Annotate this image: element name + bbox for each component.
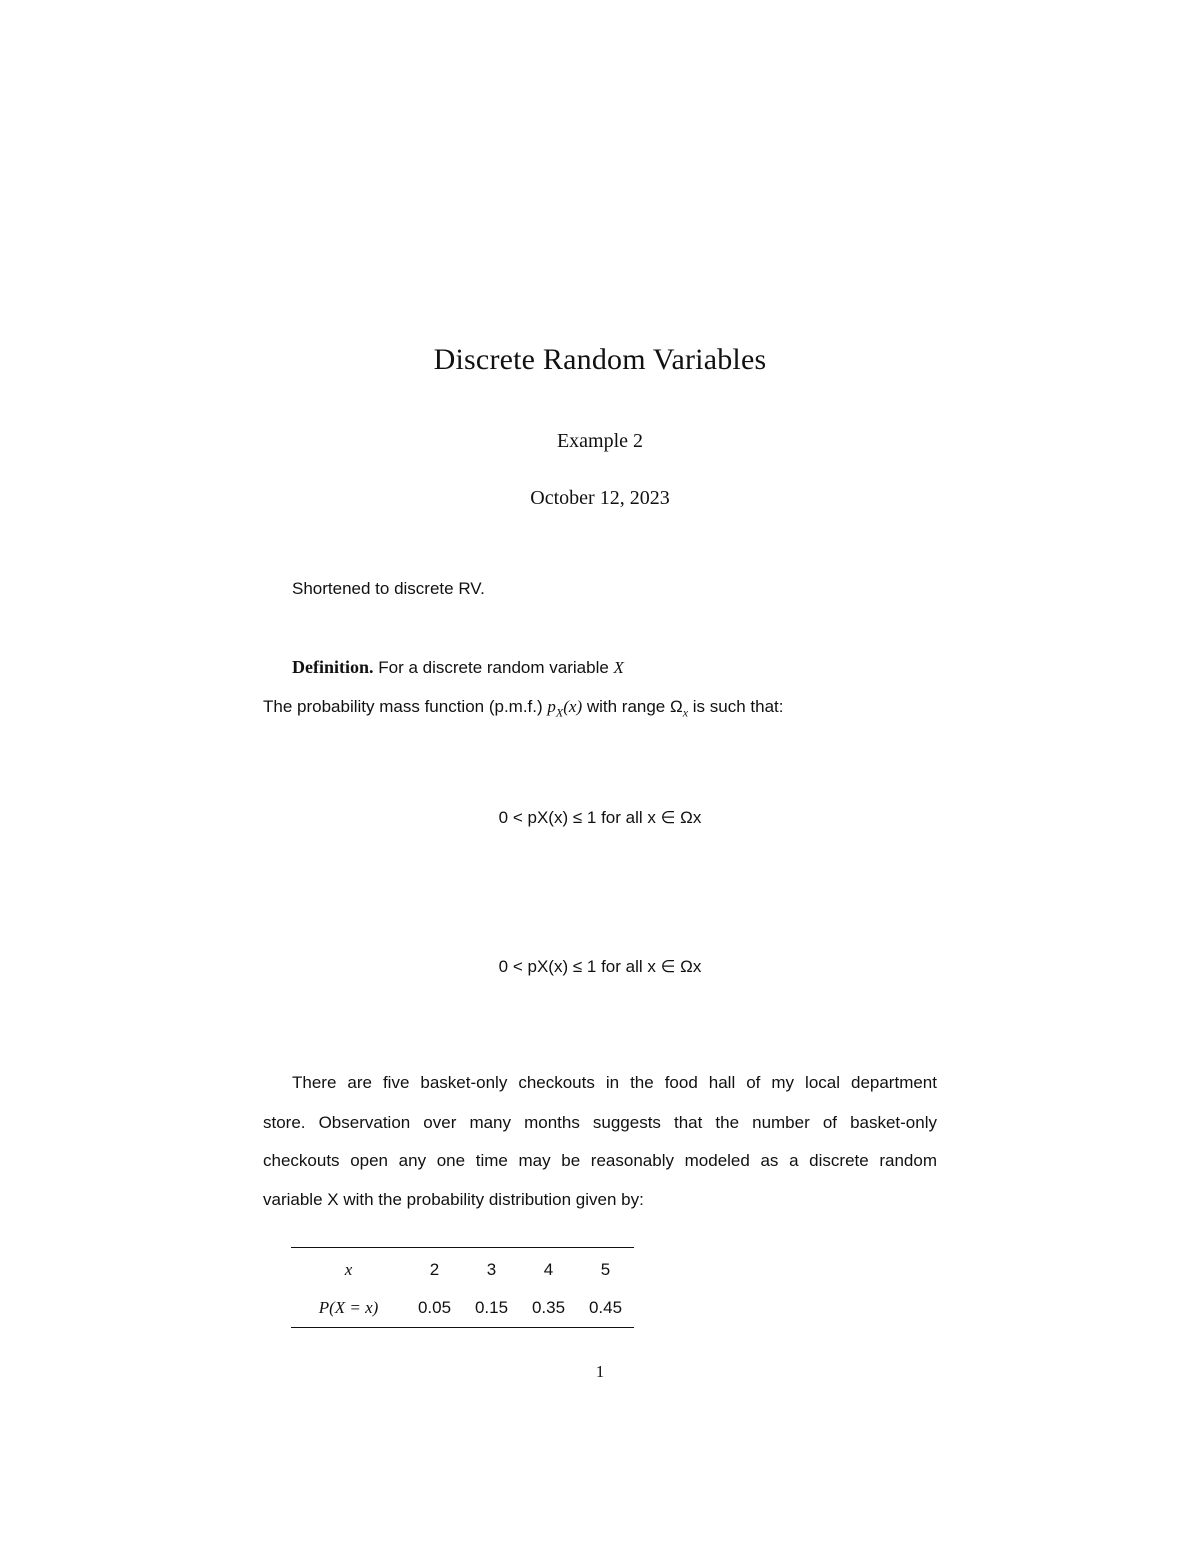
pmf-text-2: with range <box>582 697 670 716</box>
table-cell-x: 3 <box>463 1248 520 1290</box>
pmf-range-symbol: $\Omega_x$ <box>670 697 689 720</box>
table-row-probability <box>291 1289 634 1328</box>
table-header-x: x <box>291 1248 406 1290</box>
table-cell-probability: 0.05 <box>406 1289 463 1328</box>
table-cell-probability: 0.35 <box>520 1289 577 1328</box>
document-subtitle: Example 2 <box>556 430 644 452</box>
intro-text: Shortened to discrete RV. <box>292 579 485 598</box>
table-cell-x: 4 <box>520 1248 577 1290</box>
paragraph-line-3: checkouts open any one time may be reasonably modeled as a discrete random <box>263 1151 937 1170</box>
document-date: October 12, 2023 <box>530 487 670 509</box>
table-header-probability: P(X = x) <box>291 1289 406 1328</box>
equation-1-text: 0 < pX(x) ≤ 1 for all x ∈ Ωx <box>498 808 702 827</box>
equation-2-text: 0 < pX(x) ≤ 1 for all x ∈ Ωx <box>498 957 702 976</box>
table-cell-probability: 0.15 <box>463 1289 520 1328</box>
table-cell-probability: 0.45 <box>577 1289 634 1328</box>
pmf-text-3: is such that: <box>688 697 784 716</box>
document-title: Discrete Random Variables <box>433 343 767 376</box>
page-number: 1 <box>595 1362 605 1381</box>
definition-text: For a discrete random variable <box>378 658 614 677</box>
table-cell-x: 2 <box>406 1248 463 1290</box>
pmf-definition-line <box>263 697 783 720</box>
definition-variable: X <box>613 658 624 677</box>
display-equation-2 <box>0 957 1200 977</box>
paragraph-line-4: variable X with the probability distribution given by: <box>263 1190 644 1209</box>
pmf-text-1: The probability mass function (p.m.f.) <box>263 697 548 716</box>
table-row-x <box>291 1248 634 1290</box>
pmf-symbol: $p_X(x)$ <box>547 697 583 720</box>
paragraph-line-2: store. Observation over many months suggests that the number of basket-only <box>263 1113 937 1132</box>
paragraph-line-1: There are five basket-only checkouts in the food hall of my local department <box>292 1073 937 1092</box>
probability-distribution-table <box>291 1247 634 1328</box>
definition-label: Definition. <box>292 657 374 677</box>
display-equation-1 <box>0 808 1200 828</box>
definition-line <box>292 657 624 678</box>
table-cell-x: 5 <box>577 1248 634 1290</box>
